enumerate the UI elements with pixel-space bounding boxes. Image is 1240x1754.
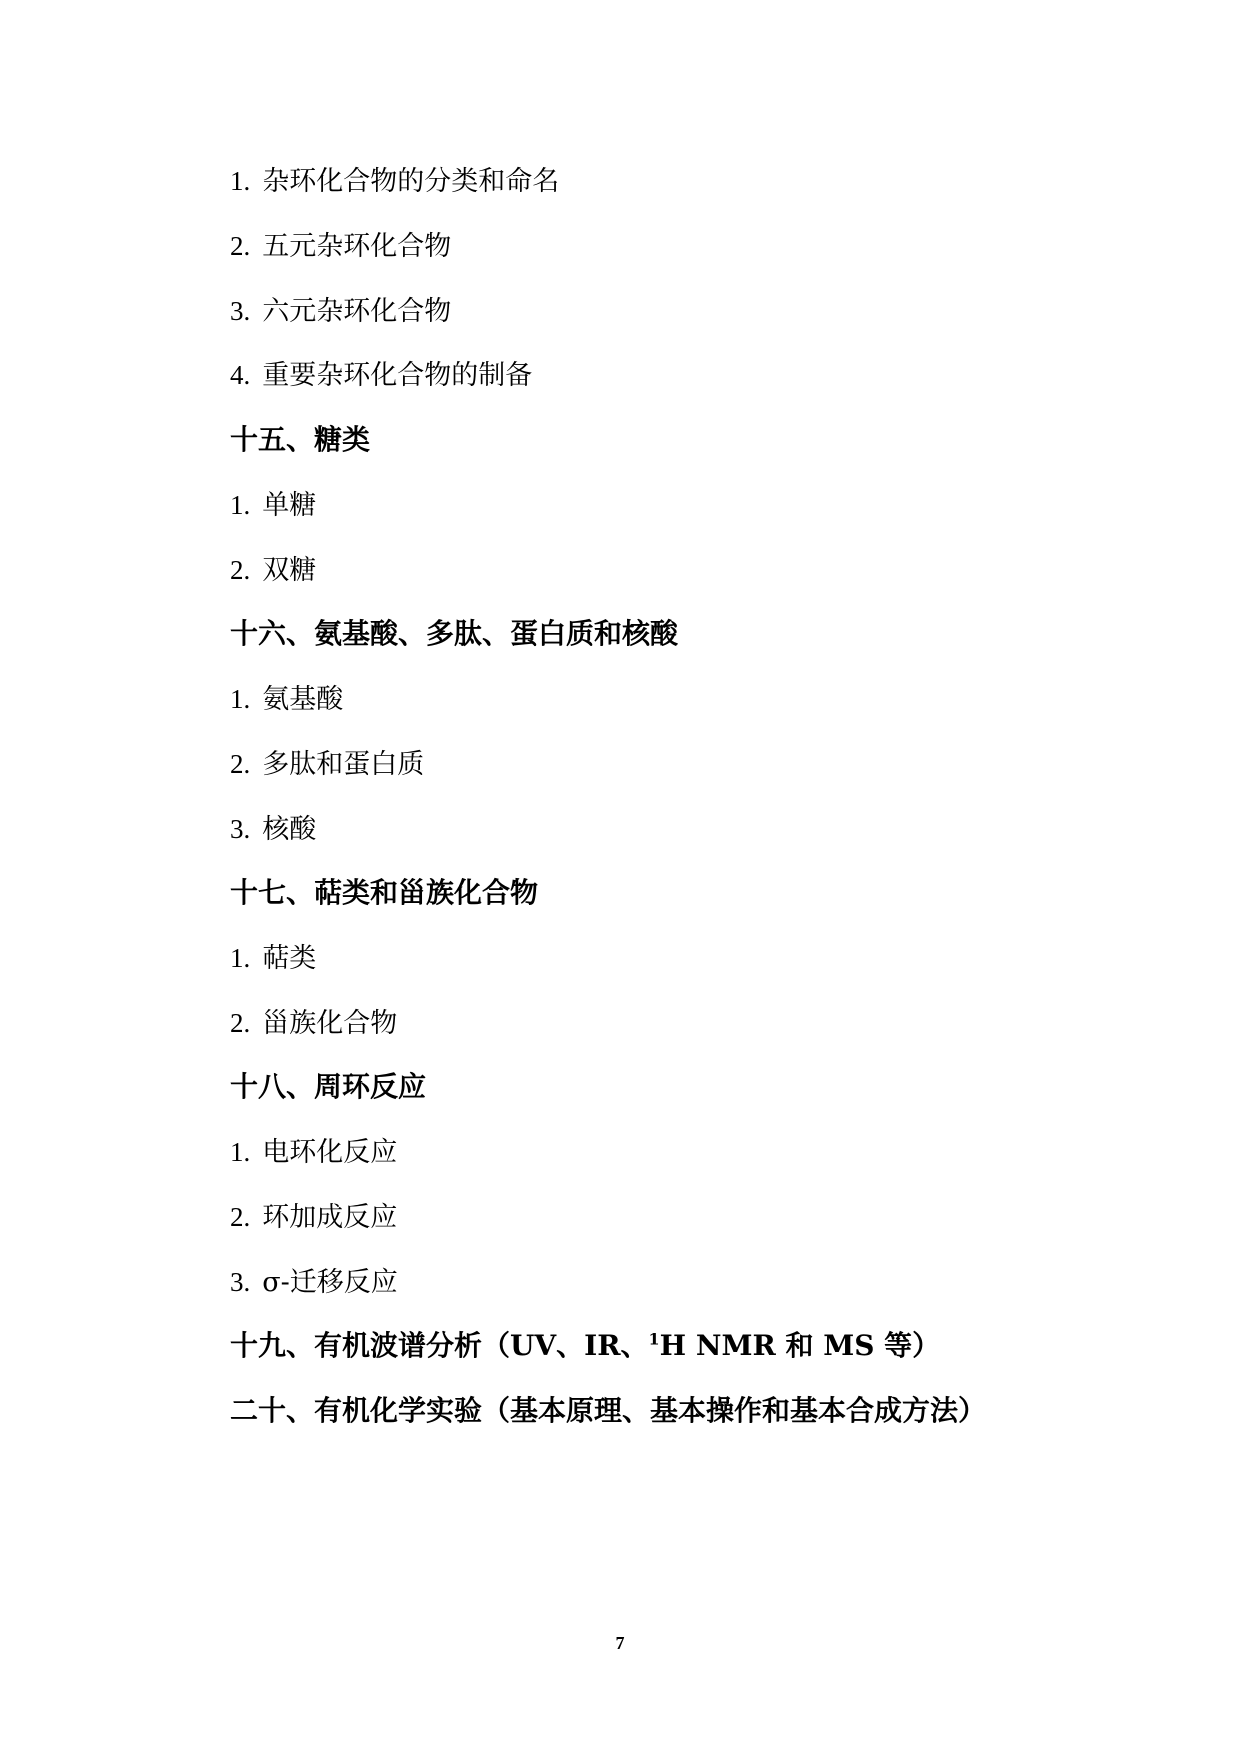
heading-text-start: 十九、有机波谱分析（UV、IR、 [230, 1329, 649, 1362]
section-heading: 十六、氨基酸、多肽、蛋白质和核酸 [230, 617, 679, 650]
item-text: 核酸 [262, 814, 317, 845]
item-text: 电环化反应 [262, 1137, 398, 1168]
section-heading: 十五、糖类 [230, 423, 371, 456]
item-text: 五元杂环化合物 [262, 231, 452, 262]
item-text: σ-迁移反应 [262, 1267, 398, 1298]
item-number: 2. [230, 555, 251, 585]
item-text: 杂环化合物的分类和命名 [262, 166, 560, 197]
list-item [230, 1200, 397, 1235]
list-item [230, 358, 532, 393]
item-text: 重要杂环化合物的制备 [262, 360, 533, 391]
item-number: 2. [230, 749, 251, 779]
list-item [230, 812, 316, 847]
section-heading: 十七、萜类和甾族化合物 [230, 876, 539, 909]
item-text: 环加成反应 [262, 1202, 398, 1233]
list-item [230, 747, 424, 782]
item-number: 2. [230, 231, 251, 261]
list-item [230, 488, 316, 523]
list-item [230, 229, 451, 264]
item-number: 4. [230, 360, 251, 390]
item-number: 2. [230, 1008, 251, 1038]
item-number: 2. [230, 1202, 251, 1232]
item-text: 萜类 [262, 943, 317, 974]
list-item [230, 1135, 397, 1170]
item-number: 1. [230, 490, 251, 520]
list-item [230, 1265, 398, 1300]
item-text: 单糖 [262, 490, 317, 521]
superscript: 1 [648, 1329, 660, 1349]
item-text: 氨基酸 [262, 684, 344, 715]
section-heading [230, 1329, 940, 1363]
item-number: 1. [230, 1137, 251, 1167]
item-number: 1. [230, 684, 251, 714]
list-item [230, 941, 316, 976]
section-heading: 十八、周环反应 [230, 1070, 427, 1103]
list-item [230, 1006, 397, 1041]
list-item [230, 553, 316, 588]
item-text: 双糖 [262, 555, 317, 586]
item-number: 1. [230, 166, 251, 196]
page-number: 7 [615, 1633, 625, 1653]
item-number: 3. [230, 814, 251, 844]
item-text: 多肽和蛋白质 [262, 749, 425, 780]
item-number: 1. [230, 943, 251, 973]
heading-text-end: H NMR 和 MS 等） [659, 1329, 941, 1362]
section-heading: 二十、有机化学实验（基本原理、基本操作和基本合成方法） [230, 1394, 987, 1427]
item-number: 3. [230, 1267, 251, 1297]
list-item [230, 294, 451, 329]
item-text: 甾族化合物 [262, 1008, 398, 1039]
list-item [230, 682, 343, 717]
item-text: 六元杂环化合物 [262, 296, 452, 327]
list-item [230, 164, 559, 199]
item-number: 3. [230, 296, 251, 326]
